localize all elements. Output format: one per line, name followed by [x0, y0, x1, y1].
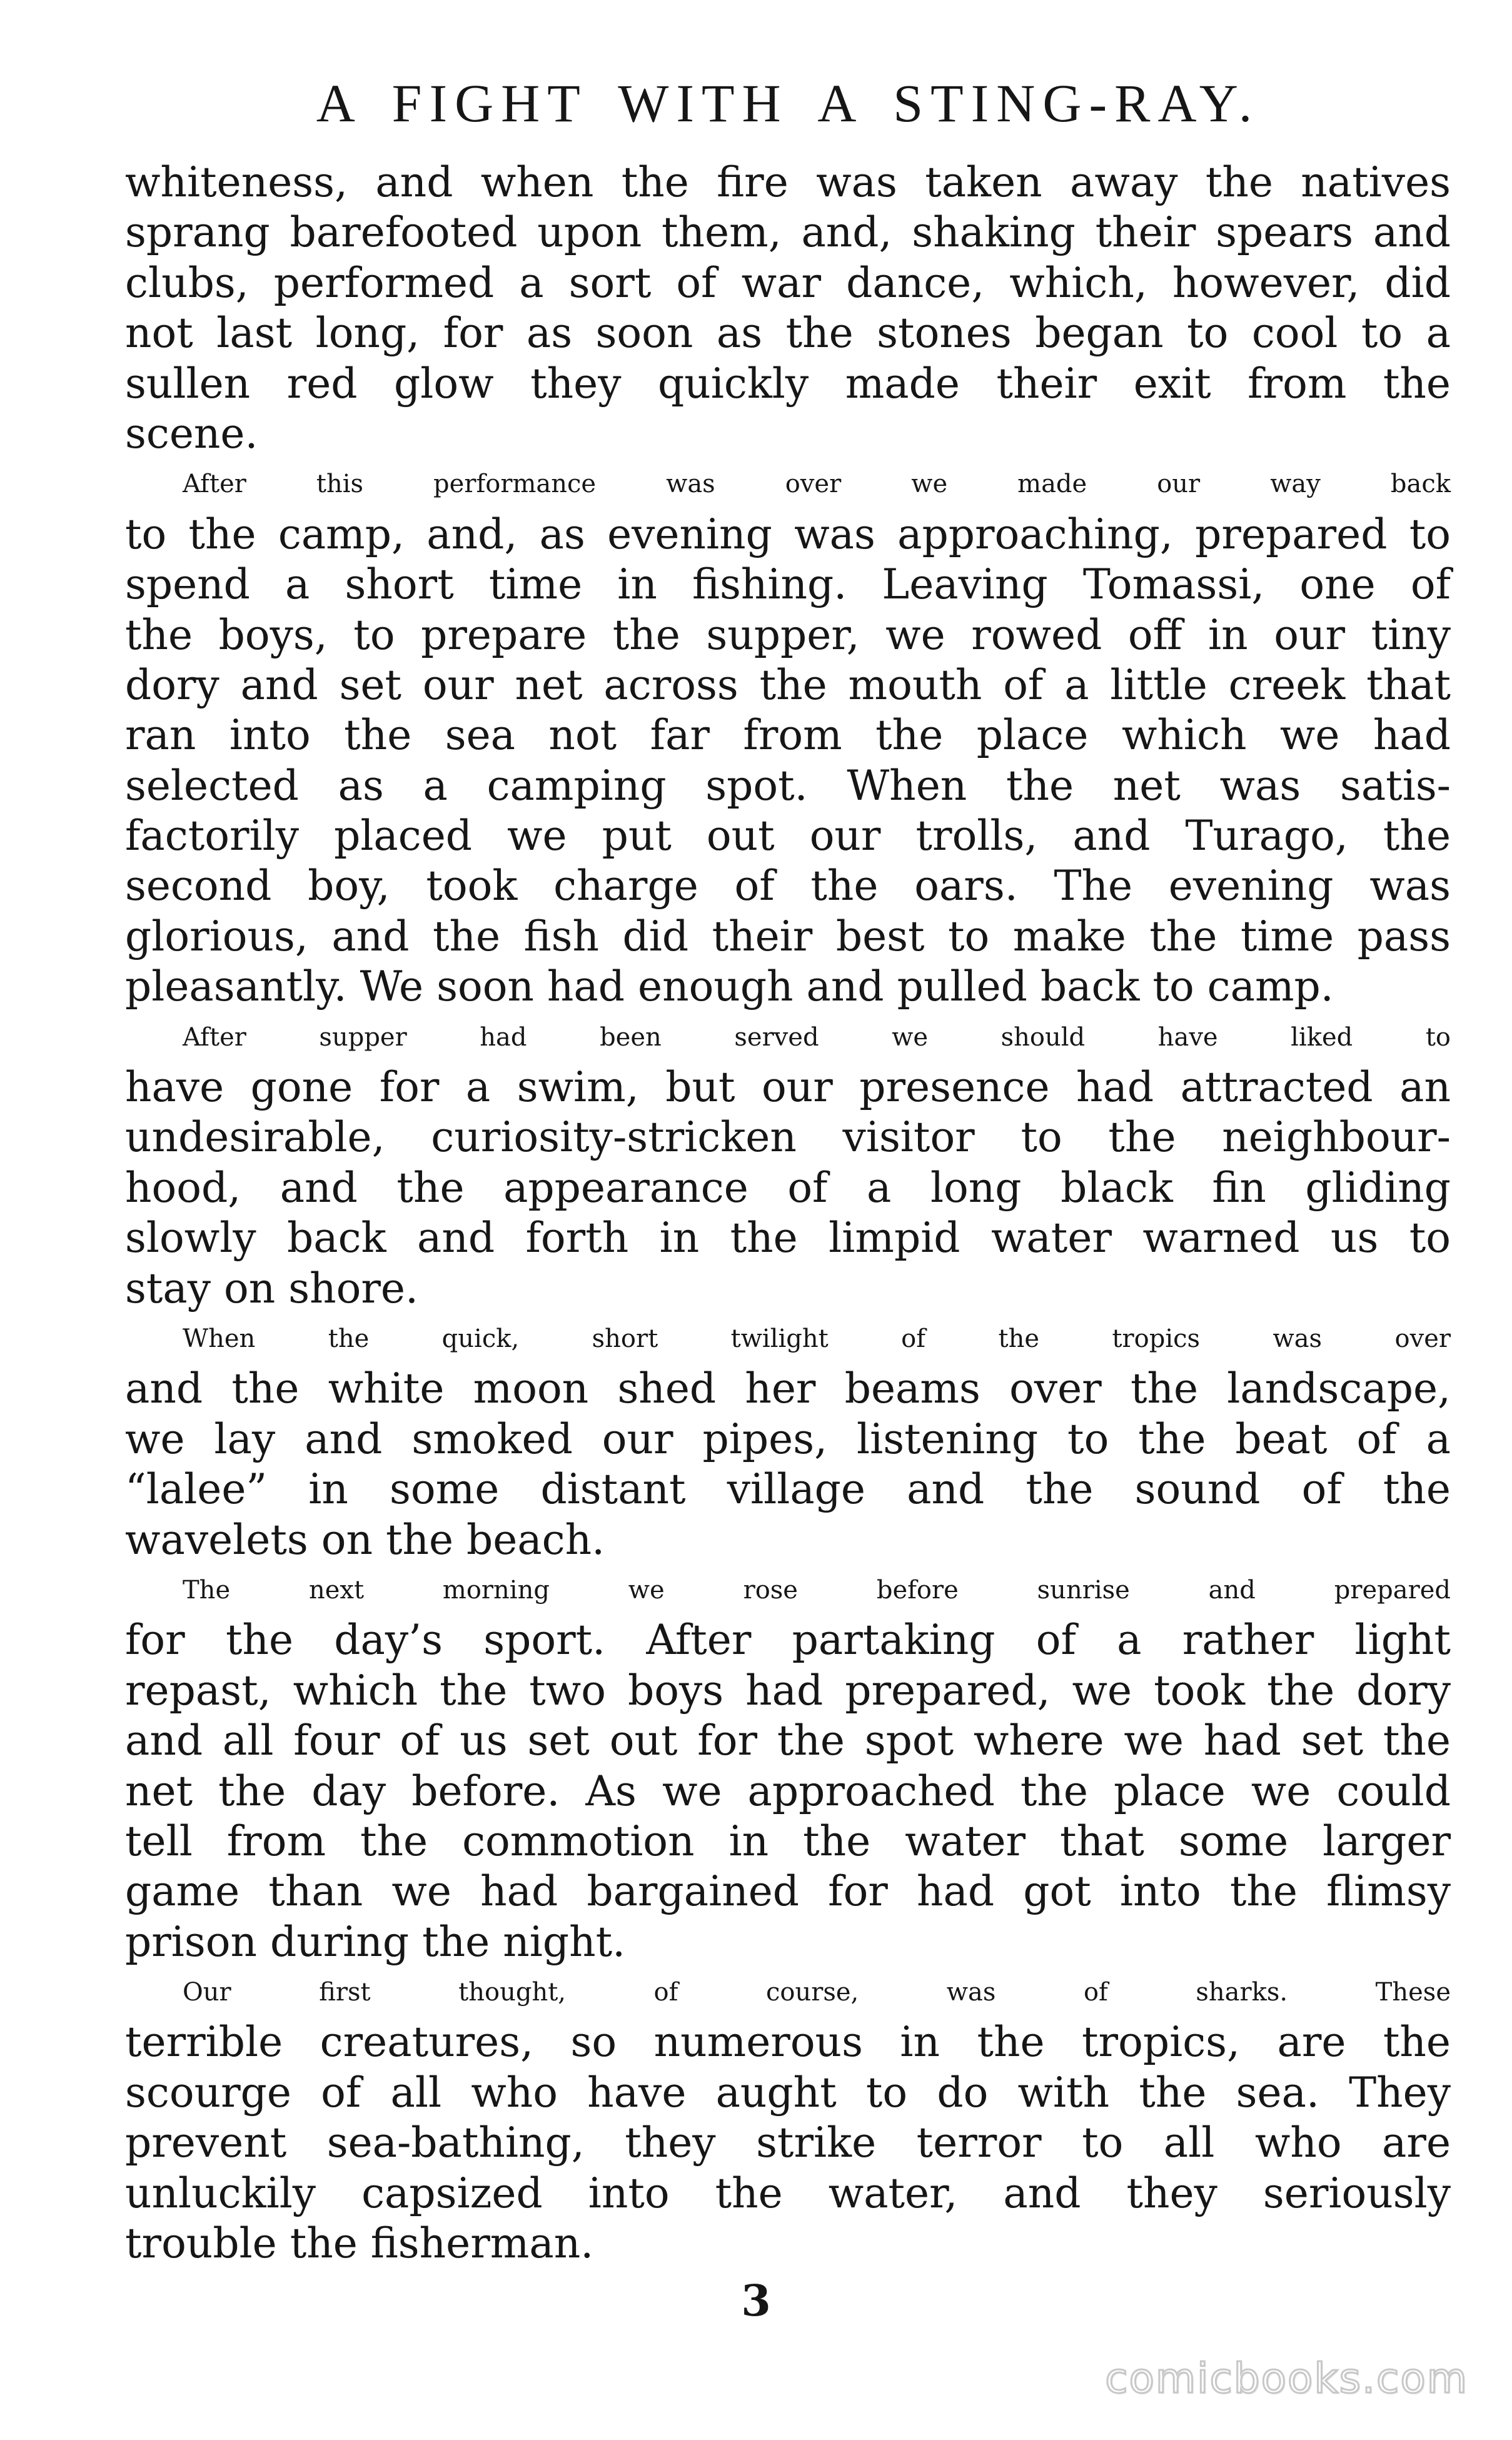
text-line: slowly back and forth in the limpid water warned us to — [125, 1214, 1451, 1263]
text-line: whiteness, and when the fire was taken away the natives — [125, 158, 1451, 206]
text-line: “lalee” in some distant village and the sound of the — [125, 1465, 1451, 1514]
text-line: and the white moon shed her beams over the landscape, — [125, 1364, 1451, 1413]
paragraph — [125, 1967, 1451, 2269]
text-line: we lay and smoked our pipes, listening to the beat of a — [125, 1414, 1451, 1463]
text-body — [125, 158, 1451, 2269]
text-line: terrible creatures, so numerous in the tropics, are the — [125, 2018, 1451, 2067]
text-line: hood, and the appearance of a long black fin gliding — [125, 1163, 1451, 1212]
text-line: to the camp, and, as evening was approaching, prepared to — [125, 510, 1451, 558]
text-line: unluckily capsized into the water, and they seriously — [125, 2169, 1451, 2217]
text-line: spend a short time in fishing. Leaving Tomassi, one of — [125, 560, 1451, 609]
paragraph — [125, 459, 1451, 1012]
text-line: Our first thought, of course, was of sharks. These — [183, 1978, 1451, 2007]
text-line: clubs, performed a sort of war dance, which, however, did — [125, 258, 1451, 307]
text-line: wavelets on the beach. — [125, 1515, 605, 1564]
paragraph — [125, 1012, 1451, 1314]
text-line: prevent sea-bathing, they strike terror to all who are — [125, 2119, 1451, 2167]
text-line: game than we had bargained for had got into the flimsy — [125, 1867, 1451, 1916]
text-line: undesirable, curiosity-stricken visitor to the neighbour- — [125, 1113, 1451, 1162]
text-line: When the quick, short twilight of the tropics was over — [183, 1324, 1451, 1353]
text-line: scourge of all who have aught to do with the sea. They — [125, 2068, 1451, 2117]
text-line: glorious, and the fish did their best to make the time pass — [125, 912, 1451, 960]
text-line: prison during the night. — [125, 1917, 626, 1966]
text-line: The next morning we rose before sunrise and prepared — [183, 1575, 1451, 1605]
text-line: and all four of us set out for the spot where we had set the — [125, 1717, 1451, 1765]
text-line: After supper had been served we should have liked to — [183, 1022, 1451, 1052]
text-line: have gone for a swim, but our presence had attracted an — [125, 1063, 1451, 1112]
page-body — [125, 63, 1451, 2269]
text-line: selected as a camping spot. When the net was satis- — [125, 761, 1451, 810]
text-line: second boy, took charge of the oars. The evening was — [125, 862, 1451, 910]
paragraph — [125, 1314, 1451, 1565]
text-line: scene. — [125, 409, 258, 458]
text-line: the boys, to prepare the supper, we rowed off in our tiny — [125, 610, 1451, 659]
text-line: for the day’s sport. After partaking of a rather light — [125, 1616, 1451, 1665]
watermark-logo: comicbooks.com — [1105, 2354, 1468, 2402]
text-line: sullen red glow they quickly made their exit from the — [125, 359, 1451, 408]
text-line: repast, which the two boys had prepared, we took the dory — [125, 1666, 1451, 1715]
text-line: tell from the commotion in the water that some larger — [125, 1817, 1451, 1865]
text-line: dory and set our net across the mouth of a little creek that — [125, 660, 1451, 709]
page-number: 3 — [741, 2276, 771, 2326]
text-line: After this performance was over we made our way back — [183, 470, 1451, 499]
text-line: trouble the fisherman. — [125, 2219, 594, 2268]
text-line: pleasantly. We soon had enough and pulled back to camp. — [125, 962, 1334, 1011]
text-line: factorily placed we put out our trolls, and Turago, the — [125, 812, 1451, 860]
text-line: not last long, for as soon as the stones began to cool to a — [125, 309, 1451, 358]
text-line: sprang barefooted upon them, and, shaking their spears and — [125, 208, 1451, 257]
text-line: stay on shore. — [125, 1264, 418, 1313]
paragraph — [125, 1565, 1451, 1967]
paragraph — [125, 158, 1451, 459]
text-line: ran into the sea not far from the place which we had — [125, 711, 1451, 760]
text-line: net the day before. As we approached the place we could — [125, 1767, 1451, 1815]
running-head: A FIGHT WITH A STING-RAY. — [316, 73, 1260, 133]
